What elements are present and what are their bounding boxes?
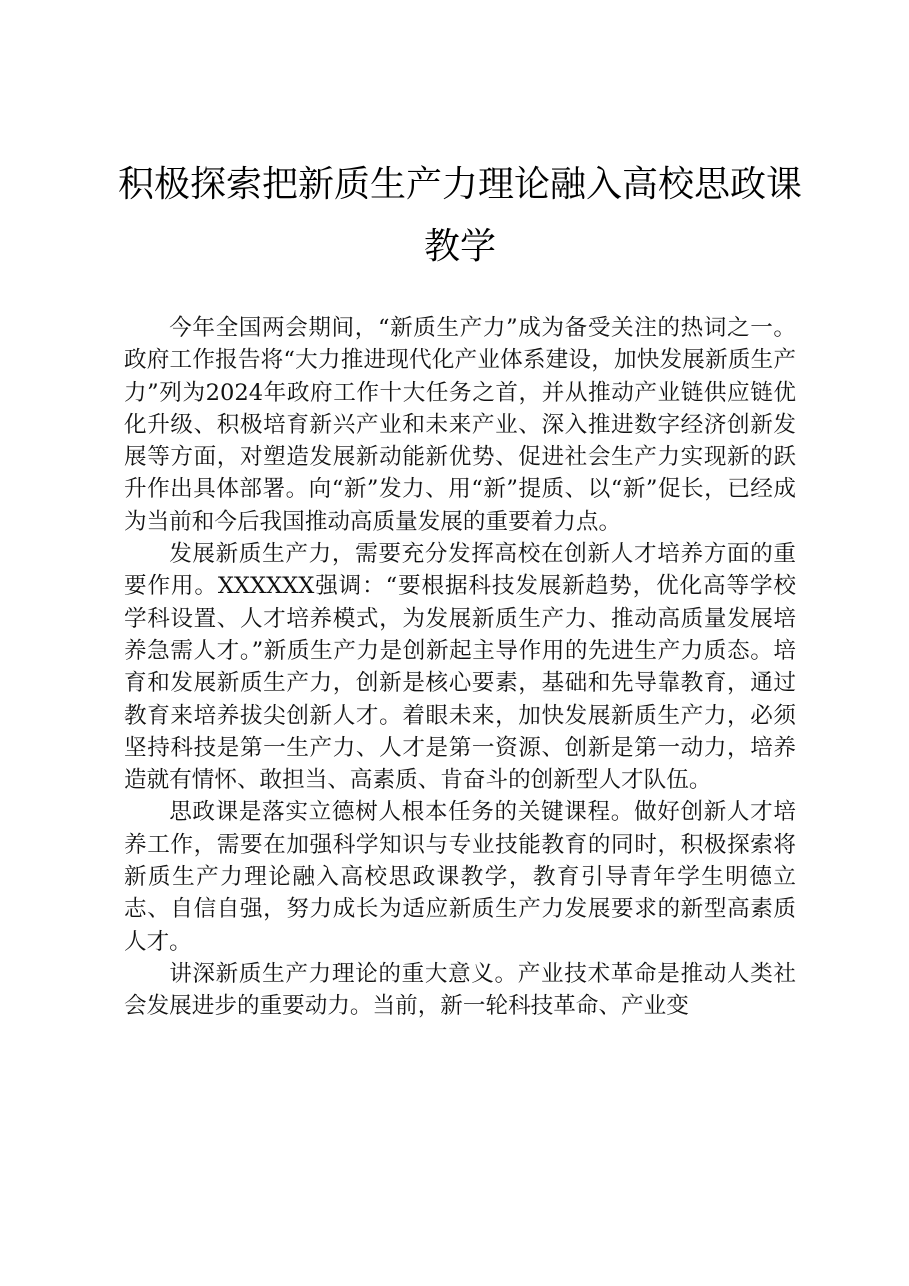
paragraph: 发展新质生产力，需要充分发挥高校在创新人才培养方面的重要作用。XXXXXX强调：“要根据科技发展新趋势，优化高等学校学科设置、人才培养模式，为发展新质生产力、推动高质量发展培养急需人才。”新质生产力是创新起主导作用的先进生产力质态。培育和发展新质生产力，创新是核心要素，基础和先导靠教育，通过教育来培养拔尖创新人才。着眼未来，加快发展新质生产力，必须坚持科技是第一生产力、人才是第一资源、创新是第一动力，培养造就有情怀、敢担当、高素质、肯奋斗的创新型人才队伍。 (124, 541, 796, 794)
document-body (124, 312, 796, 1023)
document-title: 积极探索把新质生产力理论融入高校思政课教学 (117, 164, 802, 267)
paragraph: 今年全国两会期间，“新质生产力”成为备受关注的热词之一。政府工作报告将“大力推进现代化产业体系建设，加快发展新质生产力”列为2024年政府工作十大任务之首，并从推动产业链供应链优化升级、积极培育新兴产业和未来产业、深入推进数字经济创新发展等方面，对塑造发展新动能新优势、促进社会生产力实现新的跃升作出具体部署。向“新”发力、用“新”提质、以“新”促长，已经成为当前和今后我国推动高质量发展的重要着力点。 (124, 315, 796, 535)
paragraph: 讲深新质生产力理论的重大意义。产业技术革命是推动人类社会发展进步的重要动力。当前，新一轮科技革命、产业变 (124, 960, 796, 1020)
paragraph: 思政课是落实立德树人根本任务的关键课程。做好创新人才培养工作，需要在加强科学知识与专业技能教育的同时，积极探索将新质生产力理论融入高校思政课教学，教育引导青年学生明德立志、自信自强，努力成长为适应新质生产力发展要求的新型高素质人才。 (124, 799, 796, 955)
